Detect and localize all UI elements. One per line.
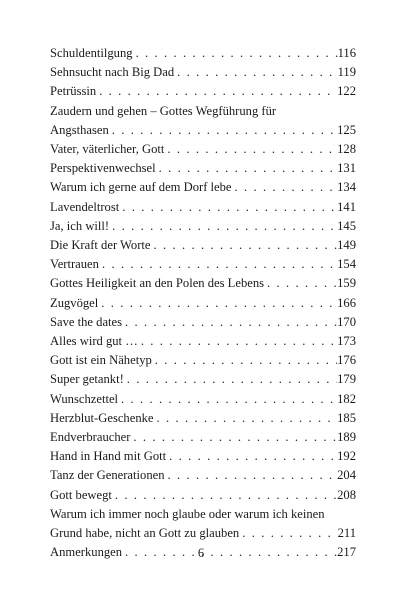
toc-entry-page: 179: [337, 372, 356, 387]
toc-entry-title: Angsthasen: [50, 122, 109, 137]
toc-entry-line: [50, 428, 356, 447]
toc-entry-line: [50, 63, 356, 82]
page-number: 6: [197, 546, 205, 560]
leader-dots: [109, 121, 337, 140]
toc-entry-title: Save the dates: [50, 314, 123, 329]
toc-entry-page: 119: [337, 65, 356, 80]
toc-entry: [50, 159, 356, 178]
toc-entry-page: 189: [337, 430, 356, 445]
toc-entry-page: 211: [337, 526, 356, 541]
toc-entry-title: Warum ich immer noch glaube oder warum ich keinen: [50, 506, 325, 521]
toc-entry: [50, 274, 356, 293]
toc-entry-title: Herzblut-Geschenke: [50, 410, 154, 425]
toc-entry-title: Tanz der Generationen: [50, 468, 165, 483]
toc-entry-line: [50, 236, 356, 255]
leader-dots: [124, 370, 337, 389]
leader-dots: [133, 44, 338, 63]
toc-entry: [50, 236, 356, 255]
toc-entry: [50, 505, 356, 543]
leader-dots: [99, 255, 337, 274]
toc-entry-page: 192: [337, 449, 356, 464]
toc-entry-page: 122: [337, 84, 356, 99]
toc-entry: [50, 351, 356, 370]
toc-entry: [50, 447, 356, 466]
leader-dots: [130, 428, 337, 447]
toc-entry-page: 208: [337, 487, 356, 502]
toc-entry-page: 173: [337, 334, 356, 349]
toc-entry-page: 141: [337, 199, 356, 214]
toc-entry-title: Schuldentilgung: [50, 46, 133, 60]
toc-entry-line: [50, 409, 356, 428]
toc-entry-line: [50, 486, 356, 505]
toc-entry-title: Endverbraucher: [50, 430, 131, 445]
toc-entry-page: 128: [337, 142, 356, 157]
toc-entry-title: Gott bewegt: [50, 487, 112, 502]
toc-entry-line: [50, 140, 356, 159]
leader-dots: [165, 466, 338, 485]
leader-dots: [109, 217, 337, 236]
toc-entry: [50, 140, 356, 159]
toc-entry-page: 131: [337, 161, 356, 176]
leader-dots: [152, 351, 337, 370]
leader-dots: [122, 313, 337, 332]
toc-entry-line: [50, 44, 356, 63]
leader-dots: [98, 294, 337, 313]
toc-entry-line: [50, 82, 356, 101]
leader-dots: [154, 409, 338, 428]
toc-entry-line: [50, 447, 356, 466]
toc-entry: [50, 428, 356, 447]
leader-dots: [112, 486, 337, 505]
toc-entry-page: 166: [337, 295, 356, 310]
toc-entry-line: [50, 255, 356, 274]
toc-entry-page: 149: [337, 238, 356, 253]
toc-entry-title: Vertrauen: [50, 257, 99, 272]
toc-entry-title: Sehnsucht nach Big Dad: [50, 65, 175, 80]
toc-entry-page: 159: [337, 276, 356, 291]
toc-entry: [50, 294, 356, 313]
leader-dots: [96, 82, 337, 101]
leader-dots: [164, 140, 337, 159]
leader-dots: [174, 63, 337, 82]
toc-entry-title: Vater, väterlicher, Gott: [50, 142, 165, 157]
table-of-contents: [50, 44, 356, 562]
toc-entry: [50, 370, 356, 389]
leader-dots: [264, 274, 337, 293]
toc-entry: [50, 63, 356, 82]
toc-entry-title: Super getankt!: [50, 372, 124, 387]
toc-entry-line: [50, 466, 356, 485]
toc-entry: [50, 82, 356, 101]
toc-entry: [50, 255, 356, 274]
toc-entry-title: Anmerkungen: [50, 545, 123, 560]
toc-entry-line: [50, 294, 356, 313]
toc-entry: [50, 178, 356, 197]
leader-dots: [232, 178, 338, 197]
toc-entry-page: 145: [337, 218, 356, 233]
toc-entry: [50, 486, 356, 505]
toc-entry-line: [50, 121, 356, 140]
toc-entry-line: [50, 198, 356, 217]
toc-entry-title: Petrüssin: [50, 84, 97, 99]
toc-entry: [50, 390, 356, 409]
toc-entry-line: [50, 524, 356, 543]
toc-entry-page: 182: [337, 391, 356, 406]
toc-entry-title: Lavendeltrost: [50, 199, 120, 214]
toc-entry-line: [50, 217, 356, 236]
toc-entry-title: Grund habe, nicht an Gott zu glauben: [50, 526, 240, 541]
toc-entry: [50, 198, 356, 217]
toc-entry-page: 185: [337, 410, 356, 425]
toc-entry-page: 204: [337, 468, 356, 483]
toc-entry-title: Wunschzettel: [50, 391, 119, 406]
toc-entry-title: Zaudern und gehen – Gottes Wegführung für: [50, 103, 277, 118]
toc-entry: [50, 217, 356, 236]
toc-entry-line: [50, 505, 356, 524]
toc-entry: [50, 44, 356, 63]
toc-entry-page: 176: [337, 353, 356, 368]
toc-entry-page: 116: [337, 46, 356, 60]
toc-entry: [50, 466, 356, 485]
leader-dots: [239, 524, 337, 543]
toc-entry-line: [50, 390, 356, 409]
toc-entry-title: Gott ist ein Nähetyp: [50, 353, 152, 368]
toc-entry-page: 134: [337, 180, 356, 195]
leader-dots: [151, 236, 338, 255]
toc-entry-title: Alles wird gut …: [50, 334, 138, 349]
toc-entry-page: 154: [337, 257, 356, 272]
leader-dots: [118, 390, 337, 409]
toc-entry-line: [50, 370, 356, 389]
leader-dots: [138, 332, 337, 351]
toc-entry-page: 125: [337, 122, 356, 137]
toc-entry-line: [50, 178, 356, 197]
toc-entry-line: [50, 332, 356, 351]
toc-entry-title: Gottes Heiligkeit an den Polen des Lebens: [50, 276, 265, 291]
toc-entry-line: [50, 274, 356, 293]
toc-entry-line: [50, 102, 356, 121]
toc-entry: [50, 313, 356, 332]
toc-entry-title: Hand in Hand mit Gott: [50, 449, 167, 464]
leader-dots: [156, 159, 337, 178]
toc-entry-title: Warum ich gerne auf dem Dorf lebe: [50, 180, 232, 195]
toc-entry: [50, 409, 356, 428]
toc-entry-line: [50, 159, 356, 178]
toc-entry-line: [50, 351, 356, 370]
toc-entry-title: Perspektivenwechsel: [50, 161, 156, 176]
leader-dots: [166, 447, 337, 466]
leader-dots: [119, 198, 337, 217]
toc-entry-title: Zugvögel: [50, 295, 99, 310]
toc-entry: [50, 332, 356, 351]
toc-entry-title: Die Kraft der Worte: [50, 238, 151, 253]
toc-entry-line: [50, 313, 356, 332]
toc-entry-title: Ja, ich will!: [50, 218, 110, 233]
toc-entry-page: 170: [337, 314, 356, 329]
toc-entry-page: 217: [337, 545, 356, 560]
toc-entry: [50, 102, 356, 140]
